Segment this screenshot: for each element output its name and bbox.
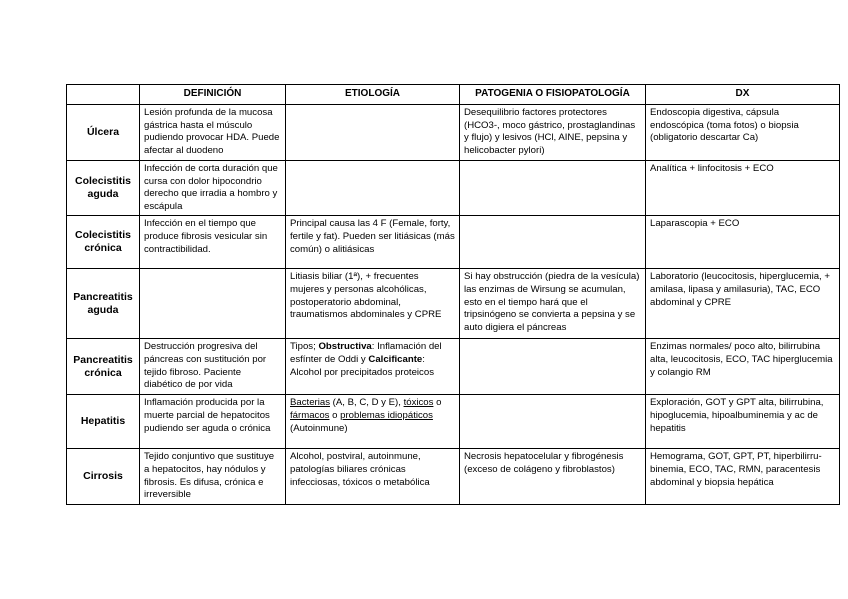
cell-patogenia <box>460 216 646 269</box>
table-row-hepatitis <box>67 395 840 449</box>
cell-patogenia <box>460 339 646 395</box>
cell-patogenia <box>460 161 646 216</box>
table-row-colecistitis-cronica <box>67 216 840 269</box>
cell-patogenia: Necrosis hepatocelular y fibrogénesis (exceso de colágeno y fibroblastos) <box>460 449 646 505</box>
cell-definicion: Inflamación producida por la muerte parcial de hepatocitos pudiendo ser aguda o crónica <box>140 395 286 449</box>
cell-definicion <box>140 269 286 339</box>
row-label: Úlcera <box>67 105 140 161</box>
etiologia-text: : Alcohol por precipitados proteicos <box>290 353 434 378</box>
cell-dx: Laboratorio (leucocitosis, hiperglucemia, + amilasa, lipasa y amilasuria), TAC, ECO abdominal y CPRE <box>646 269 840 339</box>
cell-definicion: Lesión profunda de la mucosa gástrica hasta el músculo pudiendo provocar HDA. Puede afectar al duodeno <box>140 105 286 161</box>
header-definicion: DEFINICIÓN <box>140 85 286 105</box>
row-label: Colecistitis aguda <box>67 161 140 216</box>
header-etiologia: ETIOLOGÍA <box>286 85 460 105</box>
etiologia-toxicos: tóxicos <box>403 397 434 409</box>
row-label: Colecistitis crónica <box>67 216 140 269</box>
etiologia-text: o <box>329 409 341 421</box>
cell-dx: Laparascopia + ECO <box>646 216 840 269</box>
cell-etiologia <box>286 339 460 395</box>
cell-definicion: Destrucción progresiva del páncreas con sustitución por tejido fibroso. Paciente diabético de por vida <box>140 339 286 395</box>
cell-etiologia: Principal causa las 4 F (Female, forty, fertile y fat). Pueden ser litiásicas (más común) o alitiásicas <box>286 216 460 269</box>
header-dx: DX <box>646 85 840 105</box>
header-patogenia: PATOGENIA O FISIOPATOLOGÍA <box>460 85 646 105</box>
cell-dx: Endoscopia digestiva, cápsula endoscópica (toma fotos) o biopsia (obligatorio descartar Ca) <box>646 105 840 161</box>
header-corner <box>67 85 140 105</box>
etiologia-text: (A, B, C, D y E), <box>330 397 404 409</box>
cell-dx: Hemograma, GOT, GPT, PT, hiperbilirru-binemia, ECO, TAC, RMN, paracentesis abdominal y biopsia hepática <box>646 449 840 505</box>
cell-definicion: Tejido conjuntivo que sustituye a hepatocitos, hay nódulos y fibrosis. Es difusa, crónica e irreversible <box>140 449 286 505</box>
table-row-pancreatitis-cronica <box>67 339 840 395</box>
cell-etiologia: Litiasis biliar (1ª), + frecuentes mujeres y personas alcohólicas, postoperatorio abdominal, traumatismos abdominales y CPRE <box>286 269 460 339</box>
cell-dx: Enzimas normales/ poco alto, bilirrubina alta, leucocitosis, ECO, TAC hiperglucemia y colangio RM <box>646 339 840 395</box>
row-label: Pancreatitis aguda <box>67 269 140 339</box>
cell-etiologia <box>286 161 460 216</box>
row-label: Hepatitis <box>67 395 140 449</box>
etiologia-farmacos: fármacos <box>290 409 330 421</box>
cell-etiologia <box>286 395 460 449</box>
clinical-table <box>66 84 840 505</box>
cell-dx: Exploración, GOT y GPT alta, bilirrubina, hipoglucemia, hipoalbuminemia y ac de hepatitis <box>646 395 840 449</box>
cell-etiologia: Alcohol, postviral, autoinmune, patologías biliares crónicas infecciosas, tóxicos o metabólica <box>286 449 460 505</box>
row-label: Cirrosis <box>67 449 140 505</box>
etiologia-text: o <box>433 397 442 409</box>
cell-patogenia <box>460 395 646 449</box>
cell-definicion: Infección en el tiempo que produce fibrosis vesicular sin contractibilidad. <box>140 216 286 269</box>
header-row <box>67 85 840 105</box>
etiologia-text: : Inflamación del esfínter de Oddi y <box>290 341 442 365</box>
etiologia-text: Tipos; <box>290 341 319 353</box>
etiologia-idiopaticos: problemas idiopáticos <box>340 409 433 421</box>
etiologia-bacterias: Bacterias <box>290 397 330 409</box>
etiologia-obstructiva: Obstructiva <box>318 341 372 353</box>
cell-patogenia: Si hay obstrucción (piedra de la vesícula) las enzimas de Wirsung se acumulan, esto en el tiempo hará que el tripsinógeno se convierta a pepsina y se auto digiera el páncreas <box>460 269 646 339</box>
table-row-colecistitis-aguda <box>67 161 840 216</box>
table-row-pancreatitis-aguda <box>67 269 840 339</box>
etiologia-text: (Autoinmune) <box>290 422 348 434</box>
cell-definicion: Infección de corta duración que cursa con dolor hipocondrio derecho que irradia a hombro y escápula <box>140 161 286 216</box>
table-row-cirrosis <box>67 449 840 505</box>
cell-etiologia <box>286 105 460 161</box>
table-row-ulcera <box>67 105 840 161</box>
row-label: Pancreatitis crónica <box>67 339 140 395</box>
cell-patogenia: Desequilibrio factores protectores (HCO3-, moco gástrico, prostaglandinas y flujo) y lesivos (HCl, AINE, pepsina y helicobacter pylori) <box>460 105 646 161</box>
cell-dx: Analítica + linfocitosis + ECO <box>646 161 840 216</box>
etiologia-calcificante: Calcificante <box>368 353 423 365</box>
